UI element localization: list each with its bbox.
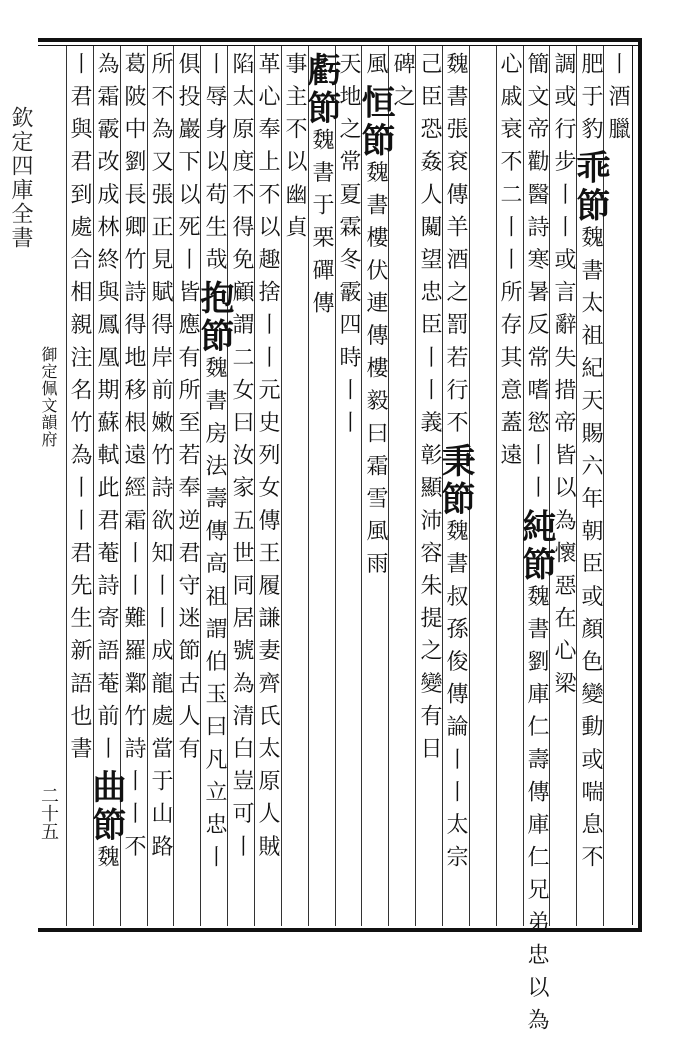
column-text: 己臣恐姦人闚望忠臣丨丨 xyxy=(417,52,442,411)
column-text: 簡文帝勸醫詩寒暑反常嗜慾丨丨 xyxy=(524,52,549,509)
entry-text: 事主不以幽貞 xyxy=(282,52,307,248)
entry-text: 天地之常夏霖冬霰四時丨丨 xyxy=(336,52,361,444)
column-text: 丨辱身以苟生哉 xyxy=(202,52,227,281)
column-text: 丨君與君到處合相親注名竹為丨丨君先生新語也 xyxy=(67,52,92,737)
book-name: 御定佩文韻府 xyxy=(39,346,58,448)
column-text: 肥于豹 xyxy=(578,52,603,150)
entry-heading: 秉節 xyxy=(435,443,475,520)
entry-heading: 抱節 xyxy=(194,280,234,357)
entry-text: 魏書劉庫仁壽傳庫仁兄弟忠以為 xyxy=(524,584,549,1041)
entry-heading: 純節 xyxy=(516,508,556,585)
entry-heading: 乖節 xyxy=(570,149,610,226)
book-series-title: 欽定四庫全書 xyxy=(8,106,33,250)
entry-heading: 恒節 xyxy=(355,84,395,161)
text-column xyxy=(489,52,529,476)
frame-top-rule xyxy=(38,38,642,42)
entry-text: 丨皆應有所至若奉逆君守迷節古人有 xyxy=(175,247,200,770)
column-text: 陷太原度不得免顧謂二女曰汝家五世同居號為清白豈可丨 xyxy=(229,52,254,867)
entry-text: 魏書樓伏連傳樓毅曰霜雪風雨 xyxy=(363,160,388,585)
column-text: 風 xyxy=(363,52,388,85)
frame-right-rule xyxy=(638,38,642,932)
column-text: 丨酒臘 xyxy=(605,52,630,150)
frame-top-inner-rule xyxy=(38,45,642,46)
entry-text: 魏書房法壽傳高祖謂伯玉曰凡立忠丨 xyxy=(202,356,227,878)
column-text: 葛陂中劉長卿竹詩得地移根遠經霜丨丨難羅鄴竹詩丨丨不 xyxy=(121,52,146,867)
frame-right-inner-rule xyxy=(632,45,633,925)
page-number: 二十五 xyxy=(38,786,59,840)
column-text: 所不為又張正見賦得岸前嫩竹詩欲知丨丨成龍處當于山路 xyxy=(148,52,173,867)
entry-text: 魏書于栗磾傳 xyxy=(309,128,334,324)
entry-text: 魏 xyxy=(94,845,119,878)
column-text: 碑之 xyxy=(390,52,415,118)
text-column xyxy=(59,52,99,769)
entry-text: 心戚衰不二丨丨所存其意蓋遠 xyxy=(497,52,522,476)
entry-text: 魏書叔孫俊傳論丨丨太宗 xyxy=(443,519,468,878)
column-text: 革心奉上不以趣捨丨丨元史列女傳王履謙妻齊氏太原人賊 xyxy=(255,52,280,867)
entry-heading: 虧節 xyxy=(301,52,341,128)
entry-text: 調或行步丨丨或言辭失措帝皆以為懷惡在心梁 xyxy=(551,52,576,704)
column-text: 俱投巖下以死 xyxy=(175,52,200,248)
text-column xyxy=(409,52,449,769)
entry-text: 書 xyxy=(67,736,92,770)
entry-heading: 曲節 xyxy=(86,769,126,846)
page-margin xyxy=(0,46,62,926)
column-text: 為霜霰改成林終與鳳凰期蘇軾此君菴詩寄語菴前丨 xyxy=(94,52,119,770)
column-text: 魏書張袞傳羊酒之罰若行不 xyxy=(443,52,468,444)
entry-text: 義彰顯沛容朱提之變有日 xyxy=(417,410,442,770)
entry-text: 魏書太祖紀天賜六年朝臣或顏色變動或喘息不 xyxy=(578,225,603,878)
